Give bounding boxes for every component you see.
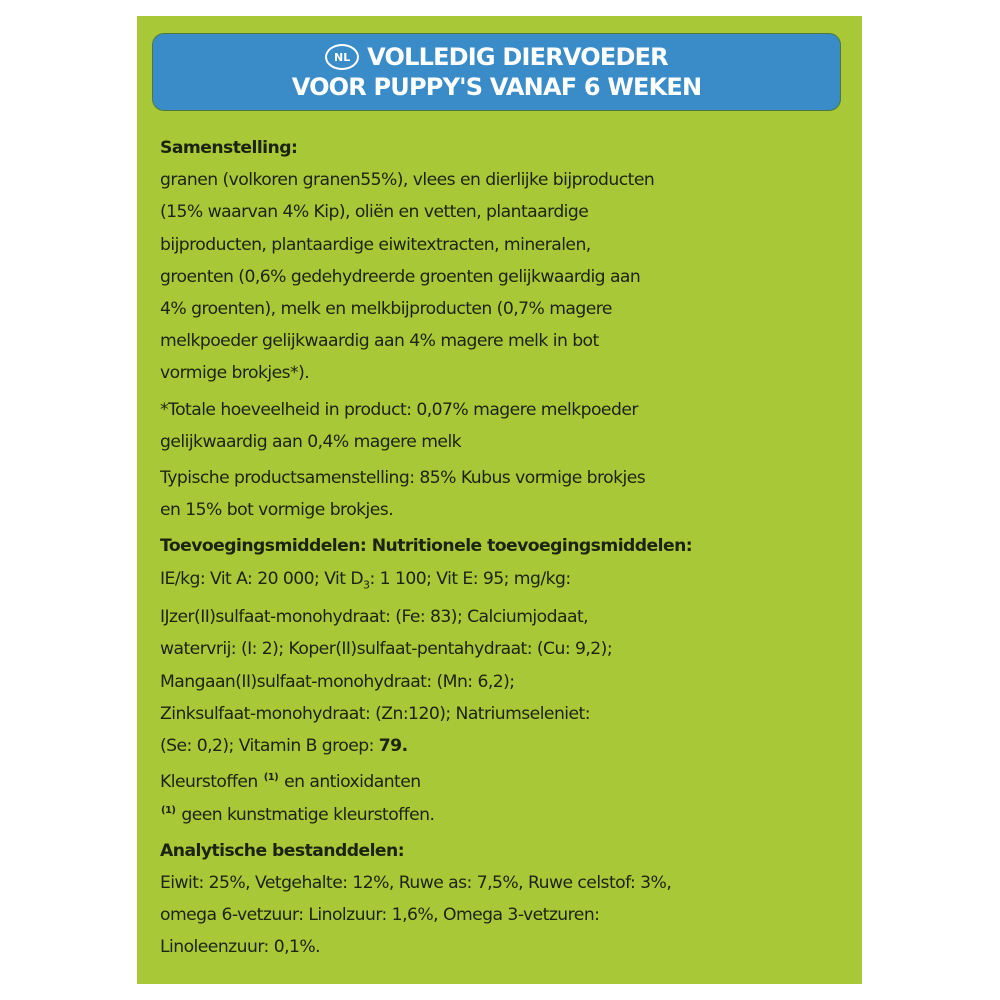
typical-composition-line: en 15% bot vormige brokjes. <box>160 500 394 521</box>
label-panel <box>137 16 862 984</box>
additives-vitamin-d-subscript: 3 <box>363 578 370 592</box>
composition-line: granen (volkoren granen55%), vlees en dierlijke bijproducten <box>160 170 655 191</box>
additives-line: watervrij: (I: 2); Koper(II)sulfaat-pentahydraat: (Cu: 9,2); <box>160 639 613 660</box>
additives-last-pre: (Se: 0,2); Vitamin B groep: <box>160 736 379 757</box>
colorants-line <box>160 766 850 798</box>
composition-line: 4% groenten), melk en melkbijproducten (0,7% magere <box>160 299 612 320</box>
footnote-total-line: gelijkwaardig aan 0,4% magere melk <box>160 431 462 452</box>
composition-heading: Samenstelling: <box>160 138 298 158</box>
banner-title-2: VOOR PUPPY'S VANAF 6 WEKEN <box>291 73 702 101</box>
footnote-total-line: *Totale hoeveelheid in product: 0,07% magere melkpoeder <box>160 399 638 420</box>
analytical-line: Eiwit: 25%, Vetgehalte: 12%, Ruwe as: 7,5%, Ruwe celstof: 3%, <box>160 872 672 893</box>
analytical-line: omega 6-vetzuur: Linolzuur: 1,6%, Omega 3-vetzuren: <box>160 905 600 926</box>
footnote-marker: (1) <box>161 804 176 816</box>
analytical-line: Linoleenzuur: 0,1%. <box>160 937 321 958</box>
composition-line: vormige brokjes*). <box>160 363 310 384</box>
composition-line: melkpoeder gelijkwaardig aan 4% magere melk in bot <box>160 331 599 352</box>
footnote-marker: (1) <box>263 772 279 784</box>
colorants-label: Kleurstoffen <box>160 772 258 793</box>
banner-line-2 <box>292 72 702 102</box>
composition-line: (15% waarvan 4% Kip), oliën en vetten, plantaardige <box>160 202 589 223</box>
nl-language-badge-icon: NL <box>325 44 359 70</box>
composition-line: bijproducten, plantaardige eiwitextracten, mineralen, <box>160 234 591 255</box>
banner-title-1: VOLLEDIG DIERVOEDER <box>367 43 668 71</box>
additives-line: Mangaan(II)sulfaat-monohydraat: (Mn: 6,2); <box>160 671 515 692</box>
composition-line: groenten (0,6% gedehydreerde groenten gelijkwaardig aan <box>160 266 641 287</box>
colorants-footnote-line <box>160 799 850 831</box>
label-content <box>160 132 850 964</box>
colorants-post: en antioxidanten <box>284 772 421 793</box>
typical-composition-line: Typische productsamenstelling: 85% Kubus vormige brokjes <box>160 468 646 489</box>
banner-line-1 <box>325 42 668 72</box>
additives-line: Zinksulfaat-monohydraat: (Zn:120); Natriumseleniet: <box>160 703 590 724</box>
additives-line <box>160 730 850 762</box>
colorants-footnote-text: geen kunstmatige kleurstoffen. <box>181 804 435 825</box>
additives-last-value: 79. <box>378 736 408 757</box>
title-banner <box>152 33 841 111</box>
additives-vitamins-post: : 1 100; Vit E: 95; mg/kg: <box>369 568 571 589</box>
analytical-heading: Analytische bestanddelen: <box>160 840 405 861</box>
additives-line <box>160 563 850 602</box>
additives-heading: Toevoegingsmiddelen: Nutritionele toevoegingsmiddelen: <box>160 536 693 557</box>
additives-line: IJzer(II)sulfaat-monohydraat: (Fe: 83); Calciumjodaat, <box>160 607 589 628</box>
additives-vitamins-pre: IE/kg: Vit A: 20 000; Vit D <box>160 568 364 589</box>
